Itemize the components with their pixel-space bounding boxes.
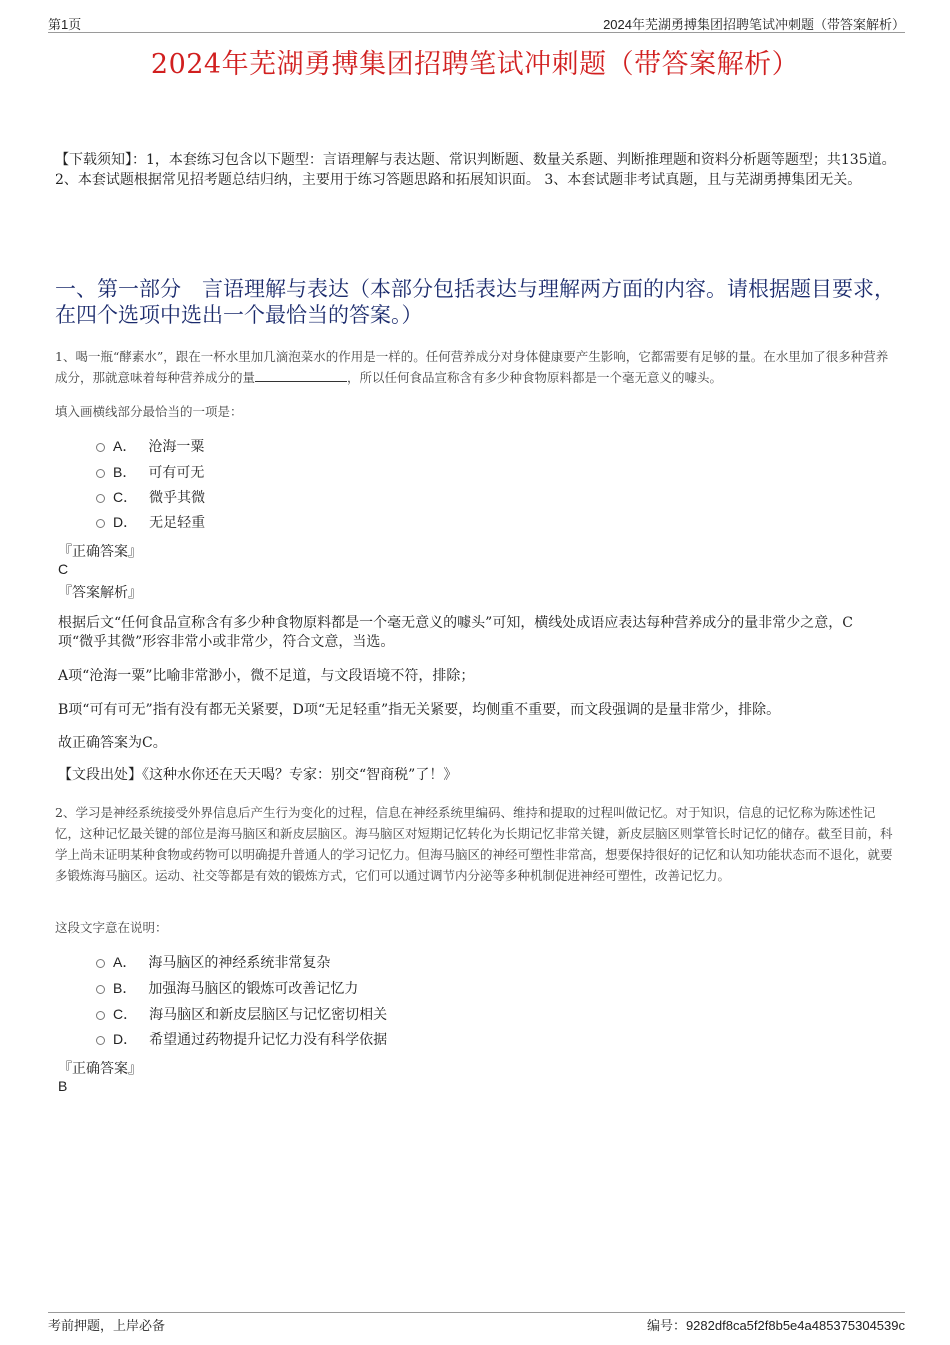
answer-label: 『正确答案』: [58, 544, 142, 560]
question-1-option-a[interactable]: A． 沧海一粟: [96, 436, 204, 456]
correct-answer: B: [58, 1078, 68, 1094]
radio-button[interactable]: [96, 985, 105, 994]
page-header: [48, 14, 905, 33]
radio-button[interactable]: [96, 1011, 105, 1020]
question-1-text-after: ，所以任何食品宣称含有多少种食物原料都是一个毫无意义的噱头。: [347, 370, 723, 385]
document-title: 2024年芜湖勇搏集团招聘笔试冲刺题（带答案解析）: [150, 49, 800, 80]
radio-button[interactable]: [96, 1036, 105, 1045]
question-1-option-b[interactable]: B． 可有可无: [96, 462, 204, 482]
analysis-paragraph: A项“沧海一粟”比喻非常渺小，微不足道，与文段语境不符，排除；: [58, 668, 475, 684]
question-1-option-c[interactable]: C． 微乎其微: [96, 487, 205, 507]
radio-button[interactable]: [96, 443, 105, 452]
question-2-text: 2、学习是神经系统接受外界信息后产生行为变化的过程，信息在神经系统里编码、维持和提取的过程叫做记忆。对于知识，信息的记忆称为陈述性记忆，这种记忆最关键的部位是海马脑区和新皮层脑区。海马脑区对短期记忆转化为长期记忆非常关键，新皮层脑区则掌管长时记忆的储存。截至目前，科学上尚未证明某种食物或药物可以明确提升普通人的学习记忆力。但海马脑区的神经可塑性非常高，想要保持很好的记忆和认知功能状态而不退化，就要多锻炼海马脑区。运动、社交等都是有效的锻炼方式，它们可以通过调节内分泌等多种机制促进神经可塑性，改善记忆力。: [55, 805, 893, 883]
correct-answer: C: [58, 561, 69, 577]
question-2-prompt: 这段文字意在说明：: [55, 920, 168, 935]
page-number: 第1页: [48, 17, 82, 32]
analysis-label: 『答案解析』: [58, 585, 142, 601]
radio-button[interactable]: [96, 519, 105, 528]
analysis-paragraph: B项“可有可无”指有没有都无关紧要，D项“无足轻重”指无关紧要，均侧重不重要，而文段强调的是量非常少，排除。: [58, 702, 781, 718]
download-notice: 【下载须知】：1，本套练习包含以下题型：言语理解与表达题、常识判断题、数量关系题、判断推理题和资料分析题等题型；共135道。 2、本套试题根据常见招考题总结归纳，主要用于练习答题思路和拓展知识面。 3、本套试题非考试真题，且与芜湖勇搏集团无关。: [55, 152, 896, 188]
footer-slogan: 考前押题，上岸必备: [48, 1319, 166, 1334]
analysis-conclusion: 故正确答案为C。: [58, 735, 167, 751]
section-heading: 一、第一部分 言语理解与表达（本部分包括表达与理解两方面的内容。请根据题目要求，在四个选项中选出一个最恰当的答案。）: [55, 277, 895, 327]
radio-button[interactable]: [96, 469, 105, 478]
header-doc-title: 2024年芜湖勇搏集团招聘笔试冲刺题（带答案解析）: [603, 17, 905, 32]
question-1-option-d[interactable]: D． 无足轻重: [96, 512, 205, 532]
fill-blank: [255, 369, 347, 382]
source-citation: 【文段出处】《这种水你还在天天喝？专家：别交“智商税”了！》: [58, 767, 458, 783]
radio-button[interactable]: [96, 959, 105, 968]
answer-label: 『正确答案』: [58, 1061, 142, 1077]
question-2-option-c[interactable]: C． 海马脑区和新皮层脑区与记忆密切相关: [96, 1004, 387, 1024]
question-1-text-before: 1、喝一瓶“酵素水”，跟在一杯水里加几滴泡菜水的作用是一样的。任何营养成分对身体健康要产生影响，它都需要有足够的量。在水里加了很多种营养成分，那就意味着每种营养成分的量: [55, 349, 889, 385]
page-footer: [48, 1312, 905, 1334]
document-id: 编号：9282df8ca5f2f8b5e4a485375304539c: [646, 1318, 905, 1333]
analysis-paragraph: 根据后文“任何食品宣称含有多少种食物原料都是一个毫无意义的噱头”可知，横线处成语应表达每种营养成分的量非常少之意，C项“微乎其微”形容非常小或非常少，符合文意，当选。: [58, 615, 854, 650]
question-2-option-d[interactable]: D． 希望通过药物提升记忆力没有科学依据: [96, 1029, 387, 1049]
question-1-text: [55, 346, 895, 388]
question-2-option-a[interactable]: A． 海马脑区的神经系统非常复杂: [96, 952, 330, 972]
question-2-option-b[interactable]: B． 加强海马脑区的锻炼可改善记忆力: [96, 978, 358, 998]
question-1-prompt: 填入画横线部分最恰当的一项是：: [55, 404, 243, 419]
radio-button[interactable]: [96, 494, 105, 503]
